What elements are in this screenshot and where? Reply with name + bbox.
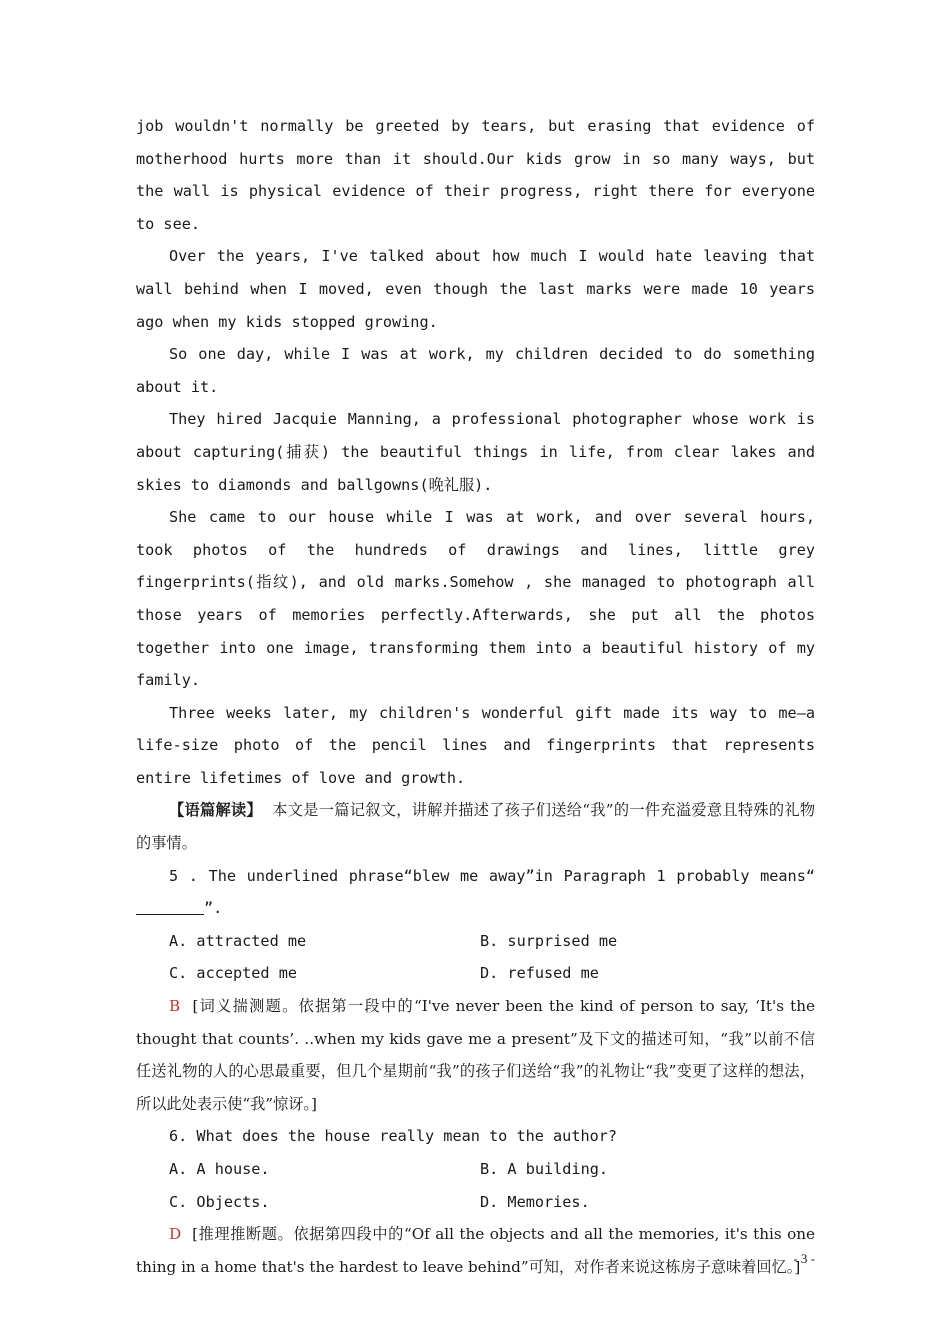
question-5-text: 5 . The underlined phrase“blew me away”in Paragraph 1 probably means“ [169, 866, 815, 885]
passage-paragraph: So one day, while I was at work, my children decided to do something about it. [136, 345, 815, 396]
option-c: C. Objects. [169, 1192, 270, 1211]
option-d: D. refused me [480, 964, 599, 983]
analysis-label: 【语篇解读】 [169, 801, 262, 820]
passage-paragraph: job wouldn't normally be greeted by tears, but erasing that evidence of motherhood hurts more than it should.Our kids grow in so many ways, but the wall is physical evidence of their progress, right there for everyone to see. [136, 117, 815, 233]
passage-paragraph: Three weeks later, my children's wonderful gift made its way to me—a life-size photo of the pencil lines and fingerprints that represents entire lifetimes of love and growth. [136, 703, 815, 787]
question-5-explanation [136, 990, 815, 1120]
passage-paragraph: They hired Jacquie Manning, a professional photographer whose work is about capturing(捕获) the beautiful things in life, from clear lakes and skies to diamonds and ballgowns(晚礼服). [136, 410, 815, 494]
question-5-stem [136, 860, 815, 925]
question-6-options-row-1 [136, 1153, 815, 1186]
document-page [136, 110, 815, 1283]
option-a: A. attracted me [169, 931, 307, 950]
explanation-text: [推理推断题。依据第四段中的“Of all the objects and all the memories, it's this one thing in a home that's the hardest to leave behind”可知，对作者来说这栋房子意味着回忆。] [136, 1225, 815, 1276]
option-c: C. accepted me [169, 964, 298, 983]
question-6-explanation [136, 1218, 815, 1283]
answer-letter: D [169, 1225, 182, 1244]
analysis-text: 本文是一篇记叙文，讲解并描述了孩子们送给“我”的一件充溢爱意且特殊的礼物的事情。 [136, 801, 816, 853]
option-b: B. A building. [480, 1160, 609, 1178]
answer-letter: B [169, 997, 181, 1016]
explanation-text: [词义揣测题。依据第一段中的“I've never been the kind of person to say, ‘It's the thought that counts’. ..when my kids gave me a present”及下文的描述可知，“我”以前不信任送礼物的人的心思最重要，但几个星期前“我”的孩子们送给“我”的礼物让“我”变更了这样的想法，所以此处表示使“我”惊讶。] [136, 997, 816, 1113]
question-6-options-row-2 [136, 1186, 815, 1219]
answer-blank [136, 898, 204, 915]
question-6-stem: 6. What does the house really mean to the author? [169, 1127, 618, 1146]
question-5-options-row-1 [136, 925, 815, 958]
option-d: D. Memories. [480, 1192, 590, 1211]
question-5-text-end: ”. [204, 899, 223, 918]
passage-paragraph: She came to our house while I was at work, and over several hours, took photos of the hundreds of drawings and lines, little grey fingerprints(指纹), and old marks.Somehow , she managed to photograph all those years of memories perfectly.Afterwards, she put all the photos together into one image, transforming them into a beautiful history of my family. [136, 508, 815, 690]
question-5-options-row-2 [136, 957, 815, 990]
option-a: A. A house. [169, 1160, 270, 1178]
option-b: B. surprised me [480, 931, 618, 950]
passage-paragraph: Over the years, I've talked about how much I would hate leaving that wall behind when I moved, even though the last marks were made 10 years ago when my kids stopped growing. [136, 247, 815, 331]
analysis-paragraph [136, 794, 815, 859]
page-number: - 3 - [793, 1251, 815, 1266]
